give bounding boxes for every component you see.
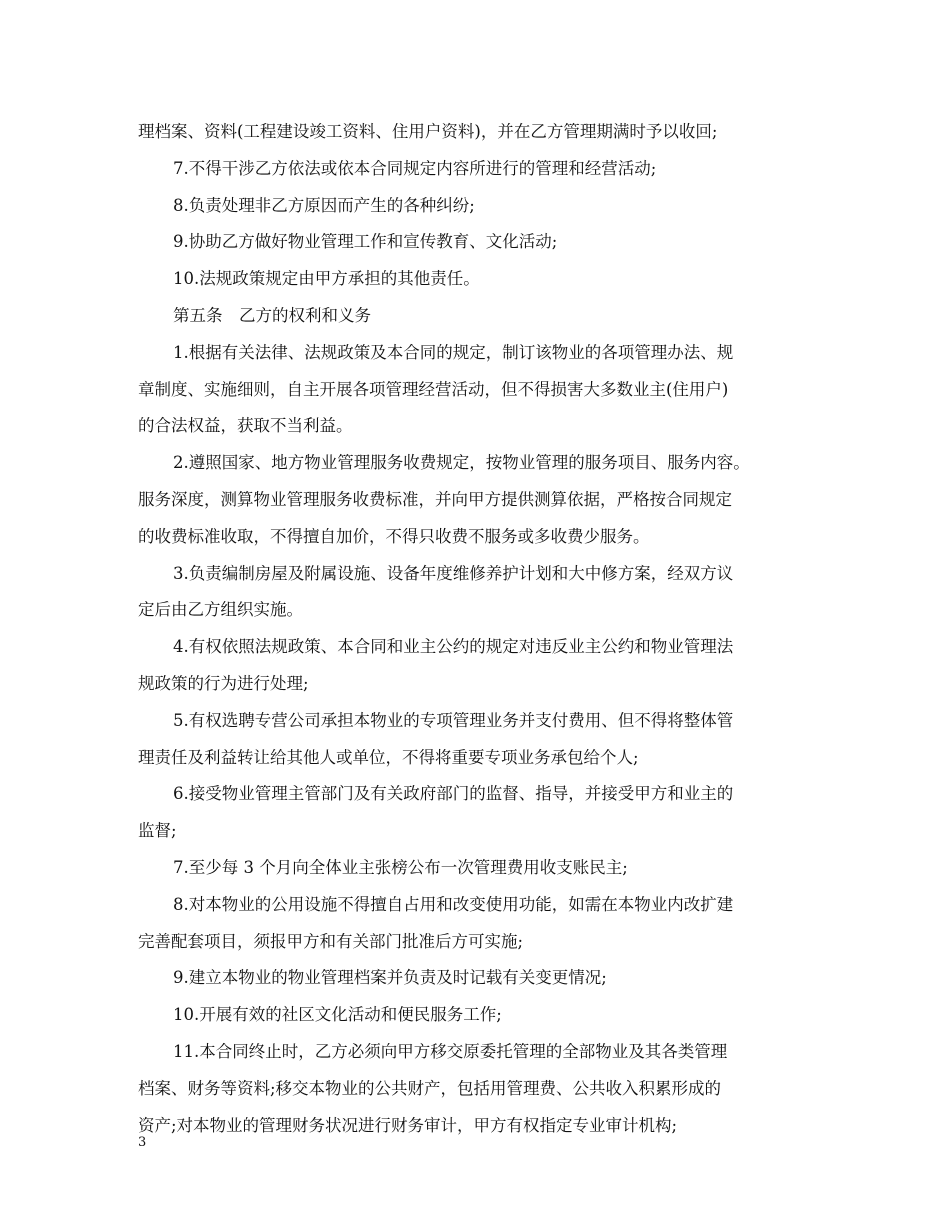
text-line: 服务深度，测算物业管理服务收费标准，并向甲方提供测算依据，严格按合同规定: [138, 489, 732, 509]
text-line: 9.建立本物业的物业管理档案并负责及时记载有关变更情况;: [173, 968, 607, 988]
text-line: 的合法权益，获取不当利益。: [138, 416, 353, 436]
text-line: 1.根据有关法律、法规政策及本合同的规定，制订该物业的各项管理办法、规: [173, 342, 734, 362]
text-line: 9.协助乙方做好物业管理工作和宣传教育、文化活动;: [173, 232, 558, 252]
text-line: 资产;对本物业的管理财务状况进行财务审计，甲方有权指定专业审计机构;: [138, 1115, 678, 1135]
text-line: 6.接受物业管理主管部门及有关政府部门的监督、指导，并接受甲方和业主的: [173, 784, 734, 804]
text-line: 理责任及利益转让给其他人或单位，不得将重要专项业务承包给个人;: [138, 747, 639, 767]
text-line: 4.有权依照法规政策、本合同和业主公约的规定对违反业主公约和物业管理法: [173, 637, 734, 657]
text-line: 完善配套项目，须报甲方和有关部门批准后方可实施;: [138, 931, 524, 951]
text-line: 8.对本物业的公用设施不得擅自占用和改变使用功能，如需在本物业内改扩建: [173, 894, 734, 914]
text-line: 第五条 乙方的权利和义务: [173, 305, 371, 325]
text-line: 档案、财务等资料;移交本物业的公共财产，包括用管理费、公共收入积累形成的: [138, 1078, 722, 1098]
text-line: 2.遵照国家、地方物业管理服务收费规定，按物业管理的服务项目、服务内容。: [173, 453, 750, 473]
text-line: 的收费标准收取，不得擅自加价，不得只收费不服务或多收费少服务。: [138, 526, 650, 546]
text-line: 10.开展有效的社区文化活动和便民服务工作;: [173, 1005, 502, 1025]
text-line: 7.至少每 3 个月向全体业主张榜公布一次管理费用收支账民主;: [173, 857, 628, 877]
text-line: 11.本合同终止时，乙方必须向甲方移交原委托管理的全部物业及其各类管理: [173, 1041, 728, 1061]
text-line: 监督;: [138, 821, 177, 841]
text-line: 5.有权选聘专营公司承担本物业的专项管理业务并支付费用、但不得将整体管: [173, 710, 734, 730]
text-line: 10.法规政策规定由甲方承担的其他责任。: [173, 269, 480, 289]
text-line: 章制度、实施细则，自主开展各项管理经营活动，但不得损害大多数业主(住用户): [138, 379, 729, 399]
text-line: 规政策的行为进行处理;: [138, 673, 309, 693]
text-line: 理档案、资料(工程建设竣工资料、住用户资料)，并在乙方管理期满时予以收回;: [138, 122, 718, 141]
text-line: 8.负责处理非乙方原因而产生的各种纠纷;: [173, 195, 475, 215]
text-line: 定后由乙方组织实施。: [138, 600, 303, 620]
document-body: [138, 114, 828, 1144]
text-line: 7.不得干涉乙方依法或依本合同规定内容所进行的管理和经营活动;: [173, 158, 657, 178]
text-line: 3.负责编制房屋及附属设施、设备年度维修养护计划和大中修方案，经双方议: [173, 563, 734, 583]
page-number: 3: [138, 1135, 147, 1150]
